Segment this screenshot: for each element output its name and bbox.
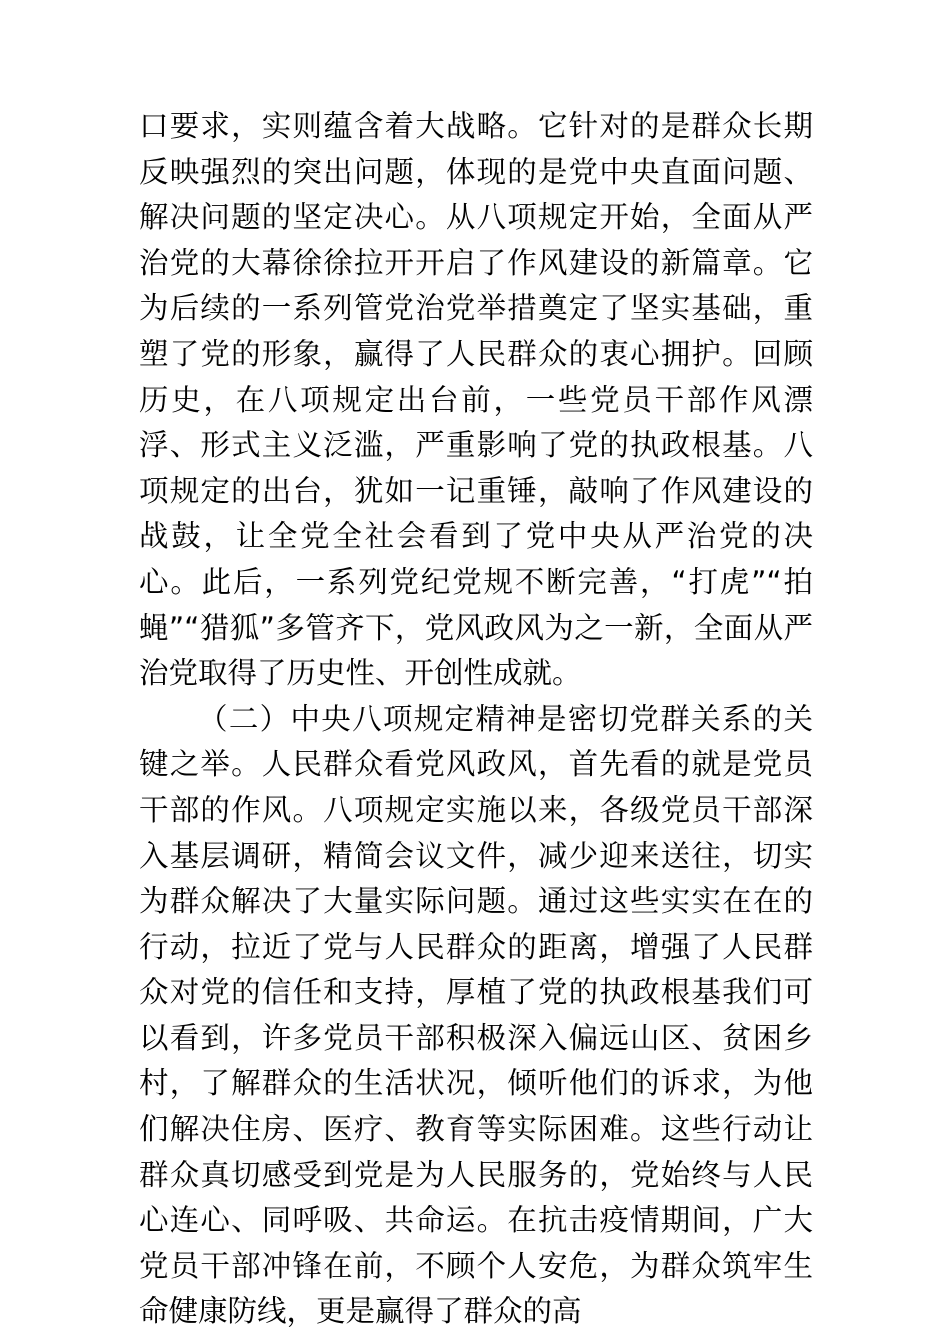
document-text-body (139, 104, 813, 1335)
paragraph-section-two: （二）中央八项规定精神是密切党群关系的关键之举。人民群众看党风政风，首先看的就是党员干部的作风。八项规定实施以来，各级党员干部深入基层调研，精简会议文件，减少迎来送往，切实为群众解决了大量实际问题。通过这些实实在在的行动，拉近了党与人民群众的距离，增强了人民群众对党的信任和支持，厚植了党的执政根基我们可以看到，许多党员干部积极深入偏远山区、贫困乡村，了解群众的生活状况，倾听他们的诉求，为他们解决住房、医疗、教育等实际困难。这些行动让群众真切感受到党是为人民服务的，党始终与人民心连心、同呼吸、共命运。在抗击疫情期间，广大党员干部冲锋在前，不顾个人安危，为群众筑牢生命健康防线，更是赢得了群众的高 (139, 701, 813, 1329)
paragraph-continuation: 口要求，实则蕴含着大战略。它针对的是群众长期反映强烈的突出问题，体现的是党中央直面问题、解决问题的坚定决心。从八项规定开始，全面从严治党的大幕徐徐拉开开启了作风建设的新篇章。它为后续的一系列管党治党举措奠定了坚实基础，重塑了党的形象，赢得了人民群众的衷心拥护。回顾历史，在八项规定出台前，一些党员干部作风漂浮、形式主义泛滥，严重影响了党的执政根基。八项规定的出台，犹如一记重锤，敲响了作风建设的战鼓，让全党全社会看到了党中央从严治党的决心。此后，一系列党纪党规不断完善，“打虎”“拍蝇”“猎狐”多管齐下，党风政风为之一新，全面从严治党取得了历史性、开创性成就。 (139, 109, 813, 691)
